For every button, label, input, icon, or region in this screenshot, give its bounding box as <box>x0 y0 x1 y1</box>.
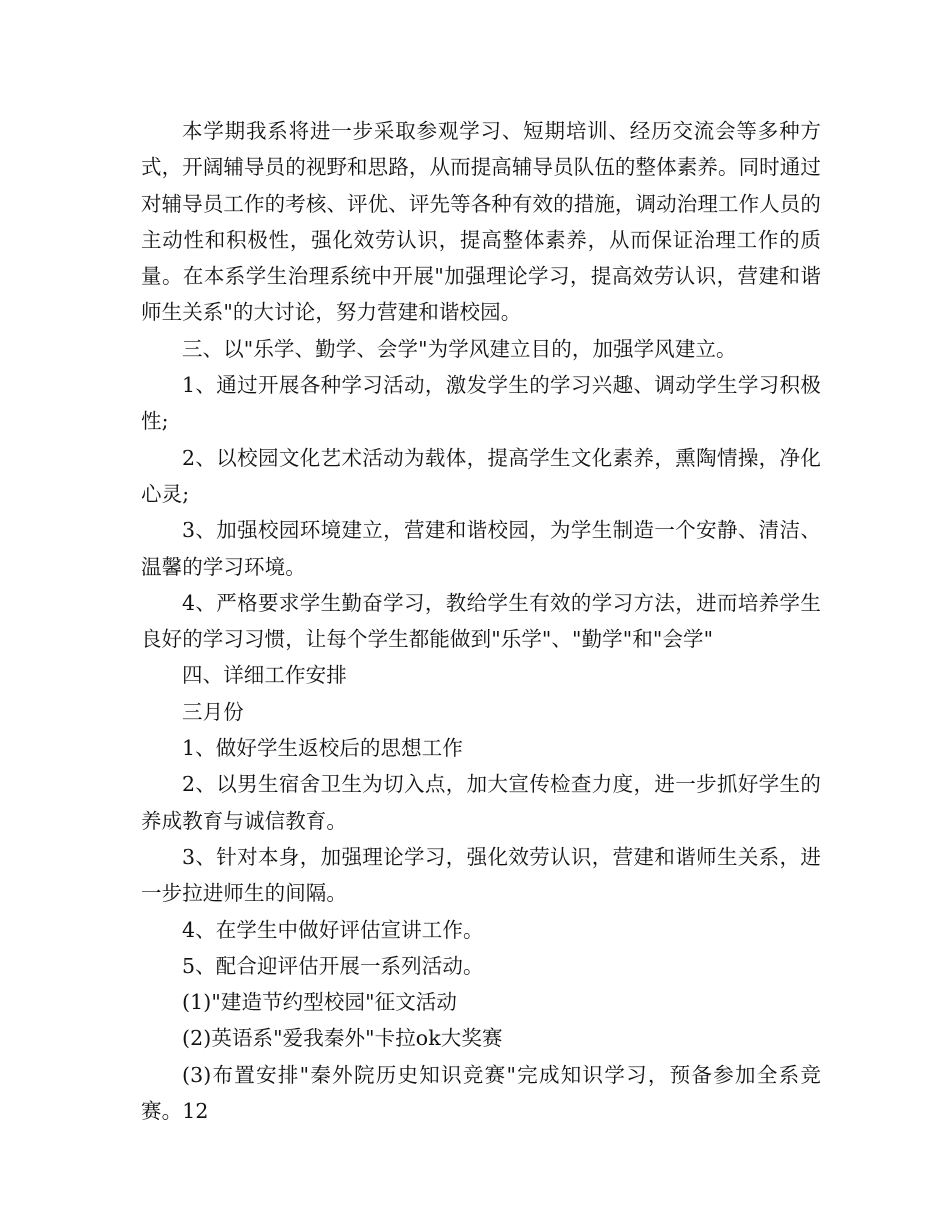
list-item: 3、加强校园环境建立，营建和谐校园，为学生制造一个安静、清洁、温馨的学习环境。 <box>141 518 821 579</box>
paragraph-advisor-training: 本学期我系将进一步采取参观学习、短期培训、经历交流会等多种方式，开阔辅导员的视野和思路，从而提高辅导员队伍的整体素养。同时通过对辅导员工作的考核、评优、评先等各种有效的措施，调动治理工作人员的主动性和积极性，强化效劳认识，提高整体素养，从而保证治理工作的质量。在本系学生治理系统中开展"加强理论学习，提高效劳认识，营建和谐师生关系"的大讨论，努力营建和谐校园。 <box>141 119 821 325</box>
heading-march: 三月份 <box>182 699 244 724</box>
heading-work-plan: 四、详细工作安排 <box>182 663 347 688</box>
sub-list-item: (1)"建造节约型校园"征文活动 <box>182 990 457 1015</box>
list-item: 2、以校园文化艺术活动为载体，提高学生文化素养，熏陶情操，净化心灵; <box>141 445 821 506</box>
list-item: 1、通过开展各种学习活动，激发学生的学习兴趣、调动学生学习积极性; <box>141 373 821 434</box>
sub-list-item: (2)英语系"爱我秦外"卡拉ok大奖赛 <box>182 1026 503 1051</box>
list-item: 4、严格要求学生勤奋学习，教给学生有效的学习方法，进而培养学生良好的学习习惯，让每个学生都能做到"乐学"、"勤学"和"会学" <box>141 590 821 652</box>
heading-study-style: 三、以"乐学、勤学、会学"为学风建立目的，加强学风建立。 <box>182 336 737 361</box>
document-body <box>141 113 821 1129</box>
list-item: 2、以男生宿舍卫生为切入点，加大宣传检查力度，进一步抓好学生的养成教育与诚信教育。 <box>141 772 821 833</box>
list-item: 4、在学生中做好评估宣讲工作。 <box>182 917 484 942</box>
list-item: 3、针对本身，加强理论学习，强化效劳认识，营建和谐师生关系，进一步拉进师生的间隔。 <box>141 844 821 906</box>
sub-list-item: (3)布置安排"秦外院历史知识竞赛"完成知识学习，预备参加全系竞赛。12 <box>141 1062 821 1124</box>
list-item: 5、配合迎评估开展一系列活动。 <box>182 953 484 978</box>
list-item: 1、做好学生返校后的思想工作 <box>182 736 463 761</box>
